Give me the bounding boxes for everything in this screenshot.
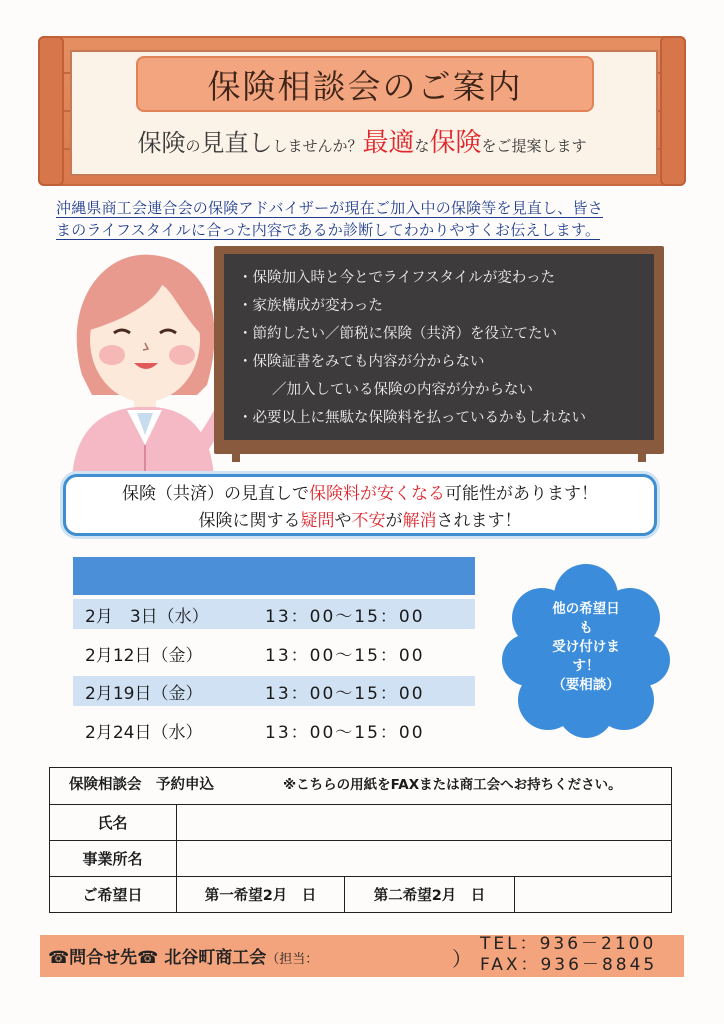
office-input-field[interactable]	[177, 841, 672, 876]
schedule-row	[73, 676, 475, 706]
form-row-date	[49, 876, 672, 912]
notice-text: が	[385, 511, 403, 531]
concern-item: ・必要以上に無駄な保険料を払っているかもしれない	[238, 410, 586, 426]
concern-item: ・保険加入時と今とでライフスタイルが変わった	[238, 270, 556, 286]
schedule-date: 2月19日（金）	[85, 683, 203, 704]
first-choice-field[interactable]: 第一希望2月 日	[177, 877, 345, 912]
cloud-line: 受け付けま	[552, 639, 620, 655]
subtitle-highlight: 最適	[362, 128, 415, 158]
subtitle-part: 保険	[137, 129, 186, 157]
chalkboard-leg	[638, 440, 646, 462]
page-title: 保険相談会のご案内	[136, 56, 594, 112]
staff-close-paren: ）	[452, 947, 472, 971]
notice-text: されます！	[436, 511, 522, 531]
cloud-line: （要相談）	[552, 677, 620, 693]
notice-highlight: 不安	[351, 511, 386, 531]
notice-line-1	[66, 481, 654, 508]
form-note: ※こちらの用紙をFAXまたは商工会へお持ちください。	[283, 777, 622, 793]
notice-text: 保険に関する	[198, 511, 301, 531]
schedule-header-bar	[73, 557, 475, 595]
name-label: 氏名	[49, 804, 177, 840]
schedule-time: 13：00～15：00	[265, 683, 425, 704]
cloud-line: も	[579, 620, 593, 636]
concern-item: ・家族構成が変わった	[238, 298, 383, 314]
form-title: 保険相談会 予約申込	[69, 777, 214, 793]
subtitle-part: しませんか？	[272, 137, 363, 155]
intro-paragraph	[56, 197, 676, 241]
extra-field[interactable]	[515, 877, 672, 912]
intro-line: 沖縄県商工会連合会の保険アドバイザーが現在ご加入中の保険等を見直し、皆さ	[56, 199, 603, 217]
notice-highlight: 疑問	[300, 511, 335, 531]
chalkboard	[224, 254, 654, 440]
schedule-time: 13：00～15：00	[265, 645, 425, 666]
concern-item: ・節約したい／節税に保険（共済）を役立てたい	[238, 326, 557, 342]
date-label: ご希望日	[49, 877, 177, 912]
cloud-line: 他の希望日	[552, 601, 620, 617]
form-row-office	[49, 840, 672, 876]
staff-label: （担当：	[266, 952, 319, 967]
contact-footer	[40, 935, 684, 977]
fax-number: FAX：936－8845	[480, 955, 658, 975]
notice-text: 可能性があります！	[445, 484, 598, 504]
organization-name: 北谷町商工会	[164, 948, 267, 968]
subtitle-highlight: 保険	[429, 128, 482, 158]
contact-info	[48, 943, 318, 968]
notice-line-2	[66, 508, 654, 535]
schedule-row	[73, 715, 475, 745]
schedule-date: 2月24日（水）	[85, 722, 203, 743]
page-subtitle	[70, 122, 654, 159]
schedule-time: 13：00～15：00	[265, 722, 425, 743]
schedule-row	[73, 599, 475, 629]
advisor-character-illustration	[42, 245, 242, 480]
schedule-row	[73, 638, 475, 668]
concern-list	[224, 254, 654, 432]
subtitle-part: の	[185, 137, 201, 155]
form-row-name	[49, 804, 672, 840]
chalkboard-leg	[232, 440, 240, 462]
notice-text: や	[334, 511, 352, 531]
intro-line: まのライフスタイルに合った内容であるか診断してわかりやすくお伝えします。	[56, 221, 601, 239]
second-choice-field[interactable]: 第二希望2月 日	[345, 877, 515, 912]
subtitle-part: をご提案します	[481, 137, 587, 155]
concern-item: ／加入している保険の内容が分からない	[272, 382, 533, 398]
sign-post-right	[660, 36, 686, 186]
notice-highlight: 解消	[402, 511, 437, 531]
office-label: 事業所名	[49, 841, 177, 876]
subtitle-part: 見直し	[200, 129, 273, 157]
schedule-date: 2月 3日（水）	[85, 606, 209, 627]
name-input-field[interactable]	[177, 804, 672, 840]
concern-item: ・保険証書をみても内容が分からない	[238, 354, 485, 370]
schedule-date: 2月12日（金）	[85, 645, 203, 666]
other-dates-text	[524, 600, 648, 695]
notice-highlight: 保険料が安くなる	[309, 484, 445, 504]
contact-label: ☎問合せ先☎	[48, 948, 159, 968]
subtitle-part: な	[414, 137, 430, 155]
phone-numbers	[480, 934, 657, 976]
sign-post-left	[38, 36, 64, 186]
notice-text: 保険（共済）の見直しで	[122, 484, 309, 504]
tel-number: TEL：936－2100	[480, 934, 657, 954]
cloud-line: す！	[572, 658, 600, 674]
benefit-notice-box	[63, 474, 657, 536]
schedule-time: 13：00～15：00	[265, 606, 425, 627]
